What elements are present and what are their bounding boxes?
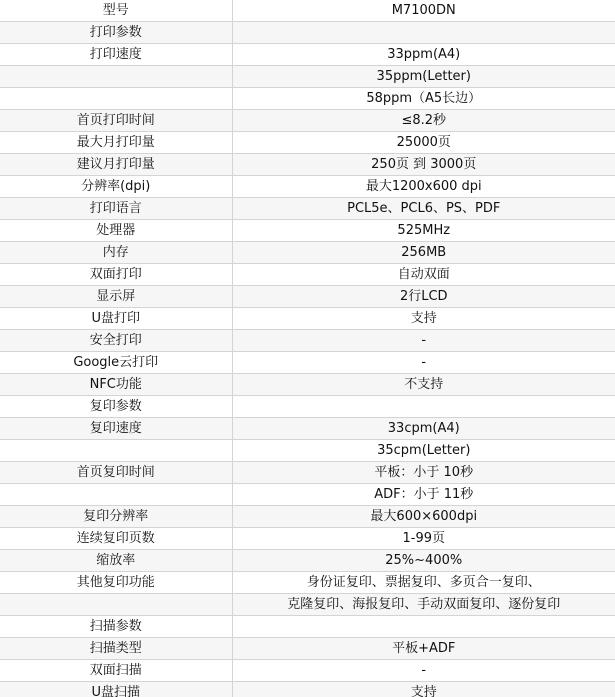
spec-label-cell: 内存 — [0, 242, 232, 264]
spec-label-cell: 复印分辨率 — [0, 506, 232, 528]
table-row — [0, 440, 615, 462]
spec-label-cell — [0, 66, 232, 88]
spec-value-cell: 身份证复印、票据复印、多页合一复印、 — [232, 572, 615, 594]
table-row — [0, 308, 615, 330]
table-row — [0, 88, 615, 110]
spec-value-cell: - — [232, 330, 615, 352]
spec-value-cell — [232, 22, 615, 44]
spec-label-cell — [0, 484, 232, 506]
spec-value-cell: 58ppm（A5长边） — [232, 88, 615, 110]
spec-label-cell: NFC功能 — [0, 374, 232, 396]
table-row — [0, 572, 615, 594]
spec-value-cell: M7100DN — [232, 0, 615, 22]
spec-label-cell: Google云打印 — [0, 352, 232, 374]
spec-value-cell: 最大1200x600 dpi — [232, 176, 615, 198]
table-row — [0, 528, 615, 550]
spec-label-cell: 打印参数 — [0, 22, 232, 44]
spec-value-cell: 平板：小于 10秒 — [232, 462, 615, 484]
table-row — [0, 110, 615, 132]
spec-label-cell: 首页复印时间 — [0, 462, 232, 484]
spec-label-cell: 复印参数 — [0, 396, 232, 418]
spec-value-cell: 1-99页 — [232, 528, 615, 550]
spec-label-cell: 连续复印页数 — [0, 528, 232, 550]
table-row — [0, 418, 615, 440]
table-row — [0, 220, 615, 242]
spec-label-cell: U盘打印 — [0, 308, 232, 330]
table-row — [0, 352, 615, 374]
spec-value-cell: 35ppm(Letter) — [232, 66, 615, 88]
table-row — [0, 0, 615, 22]
table-row — [0, 550, 615, 572]
spec-value-cell: 支持 — [232, 682, 615, 697]
table-row — [0, 176, 615, 198]
spec-label-cell — [0, 594, 232, 616]
spec-value-cell: - — [232, 352, 615, 374]
spec-label-cell: 处理器 — [0, 220, 232, 242]
spec-value-cell: 250页 到 3000页 — [232, 154, 615, 176]
spec-value-cell: 不支持 — [232, 374, 615, 396]
spec-value-cell: 33ppm(A4) — [232, 44, 615, 66]
spec-label-cell: 最大月打印量 — [0, 132, 232, 154]
spec-label-cell: 扫描类型 — [0, 638, 232, 660]
table-row — [0, 132, 615, 154]
spec-value-cell: 最大600×600dpi — [232, 506, 615, 528]
table-row — [0, 660, 615, 682]
spec-label-cell — [0, 88, 232, 110]
spec-value-cell: 克隆复印、海报复印、手动双面复印、逐份复印 — [232, 594, 615, 616]
spec-label-cell: 缩放率 — [0, 550, 232, 572]
table-row — [0, 286, 615, 308]
spec-label-cell: 型号 — [0, 0, 232, 22]
table-row — [0, 374, 615, 396]
table-row — [0, 198, 615, 220]
table-row — [0, 44, 615, 66]
spec-value-cell — [232, 396, 615, 418]
spec-label-cell: 双面扫描 — [0, 660, 232, 682]
spec-value-cell: ≤8.2秒 — [232, 110, 615, 132]
spec-label-cell: 扫描参数 — [0, 616, 232, 638]
spec-value-cell: 33cpm(A4) — [232, 418, 615, 440]
spec-label-cell: 复印速度 — [0, 418, 232, 440]
table-row — [0, 396, 615, 418]
table-row — [0, 22, 615, 44]
spec-label-cell: 首页打印时间 — [0, 110, 232, 132]
table-row — [0, 506, 615, 528]
table-row — [0, 462, 615, 484]
spec-value-cell: - — [232, 660, 615, 682]
spec-label-cell: 打印语言 — [0, 198, 232, 220]
table-row — [0, 594, 615, 616]
table-row — [0, 616, 615, 638]
spec-label-cell: 安全打印 — [0, 330, 232, 352]
spec-label-cell: 显示屏 — [0, 286, 232, 308]
spec-value-cell: PCL5e、PCL6、PS、PDF — [232, 198, 615, 220]
table-row — [0, 484, 615, 506]
table-row — [0, 242, 615, 264]
spec-value-cell: 自动双面 — [232, 264, 615, 286]
spec-value-cell: 2行LCD — [232, 286, 615, 308]
spec-value-cell: 平板+ADF — [232, 638, 615, 660]
spec-label-cell: 双面打印 — [0, 264, 232, 286]
table-row — [0, 638, 615, 660]
spec-label-cell: 打印速度 — [0, 44, 232, 66]
table-row — [0, 66, 615, 88]
spec-value-cell: 25%~400% — [232, 550, 615, 572]
spec-label-cell: U盘扫描 — [0, 682, 232, 697]
spec-value-cell: 525MHz — [232, 220, 615, 242]
spec-label-cell — [0, 440, 232, 462]
spec-value-cell: ADF：小于 11秒 — [232, 484, 615, 506]
table-row — [0, 154, 615, 176]
table-row — [0, 682, 615, 697]
spec-value-cell: 256MB — [232, 242, 615, 264]
spec-value-cell: 支持 — [232, 308, 615, 330]
table-row — [0, 330, 615, 352]
spec-value-cell: 25000页 — [232, 132, 615, 154]
spec-value-cell: 35cpm(Letter) — [232, 440, 615, 462]
spec-value-cell — [232, 616, 615, 638]
spec-label-cell: 分辨率(dpi) — [0, 176, 232, 198]
table-row — [0, 264, 615, 286]
spec-label-cell: 建议月打印量 — [0, 154, 232, 176]
spec-label-cell: 其他复印功能 — [0, 572, 232, 594]
